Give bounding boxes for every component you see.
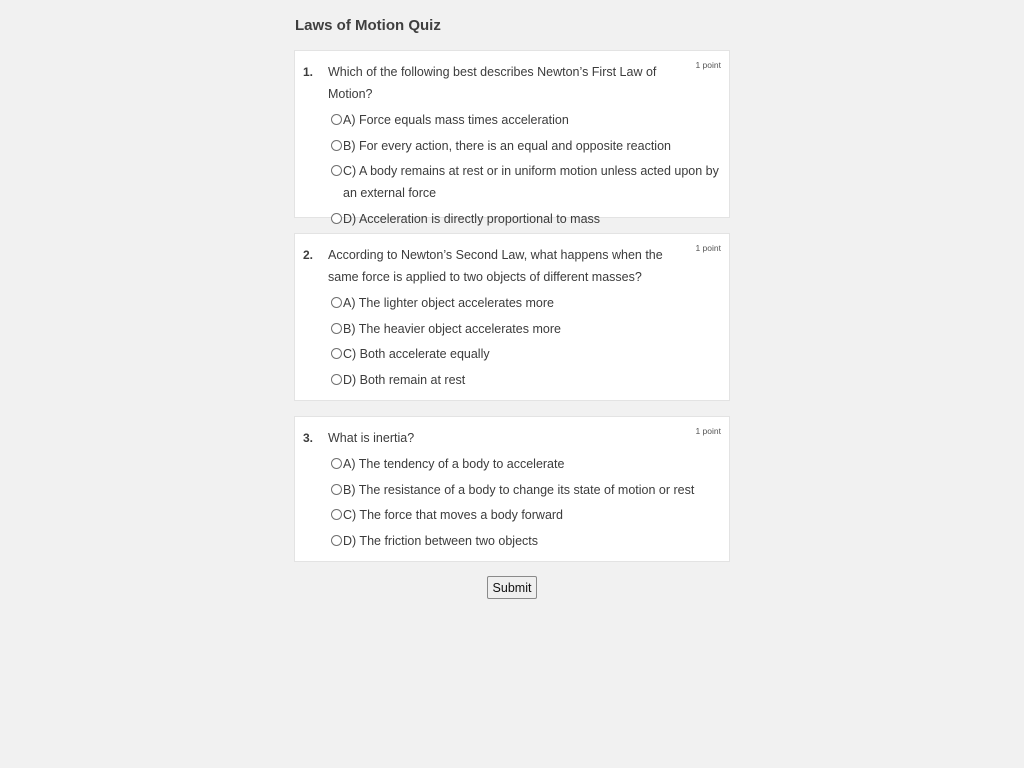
radio-button[interactable] [331,484,342,495]
submit-row [294,576,730,599]
option-c[interactable] [331,343,720,365]
option-c[interactable] [331,160,720,204]
radio-button[interactable] [331,509,342,520]
option-label: A) The lighter object accelerates more [343,296,554,310]
option-label: A) The tendency of a body to accelerate [343,457,565,471]
option-label: C) The force that moves a body forward [343,508,564,522]
option-a[interactable] [331,453,720,475]
option-label: A) Force equals mass times acceleration [343,113,569,127]
radio-button[interactable] [331,458,342,469]
option-label: B) The resistance of a body to change its state of motion or rest [343,482,695,497]
question-number: 3. [303,431,314,445]
radio-button[interactable] [331,114,342,125]
radio-button[interactable] [331,213,342,224]
question-text: According to Newton’s Second Law, what happens when the same force is applied to two objects of different masses? [328,248,663,284]
question-number: 1. [303,65,314,79]
option-label: C) A body remains at rest or in uniform motion unless acted upon by an external force [343,164,719,200]
question-card-2 [294,233,730,401]
points-badge: 1 point [695,243,721,253]
quiz-container [294,0,730,599]
quiz-title: Laws of Motion Quiz [295,17,441,34]
radio-button[interactable] [331,297,342,308]
options-list [331,453,720,552]
question-card-3 [294,416,730,562]
question-card-1 [294,50,730,226]
option-label: C) Both accelerate equally [343,347,490,361]
option-a[interactable] [331,292,720,314]
radio-button[interactable] [331,535,342,546]
option-d[interactable] [331,369,720,391]
option-label: D) Acceleration is directly proportional to mass [343,211,601,226]
options-list [331,109,720,230]
points-badge: 1 point [695,426,721,436]
option-a[interactable] [331,109,720,131]
option-label: D) The friction between two objects [343,533,539,548]
options-list [331,292,720,391]
option-b[interactable] [331,318,720,340]
option-label: B) The heavier object accelerates more [343,321,561,336]
points-badge: 1 point [695,60,721,70]
option-c[interactable] [331,504,720,526]
radio-button[interactable] [331,348,342,359]
radio-button[interactable] [331,140,342,151]
option-d[interactable] [331,530,720,552]
radio-button[interactable] [331,165,342,176]
option-b[interactable] [331,479,720,501]
question-number: 2. [303,248,314,262]
radio-button[interactable] [331,374,342,385]
submit-button[interactable]: Submit [487,576,538,599]
option-label: D) Both remain at rest [343,372,466,387]
option-label: B) For every action, there is an equal and opposite reaction [343,138,671,153]
option-b[interactable] [331,135,720,157]
question-text: Which of the following best describes Newton’s First Law of Motion? [328,65,657,101]
radio-button[interactable] [331,323,342,334]
option-d[interactable] [331,208,720,230]
question-text: What is inertia? [328,431,415,445]
